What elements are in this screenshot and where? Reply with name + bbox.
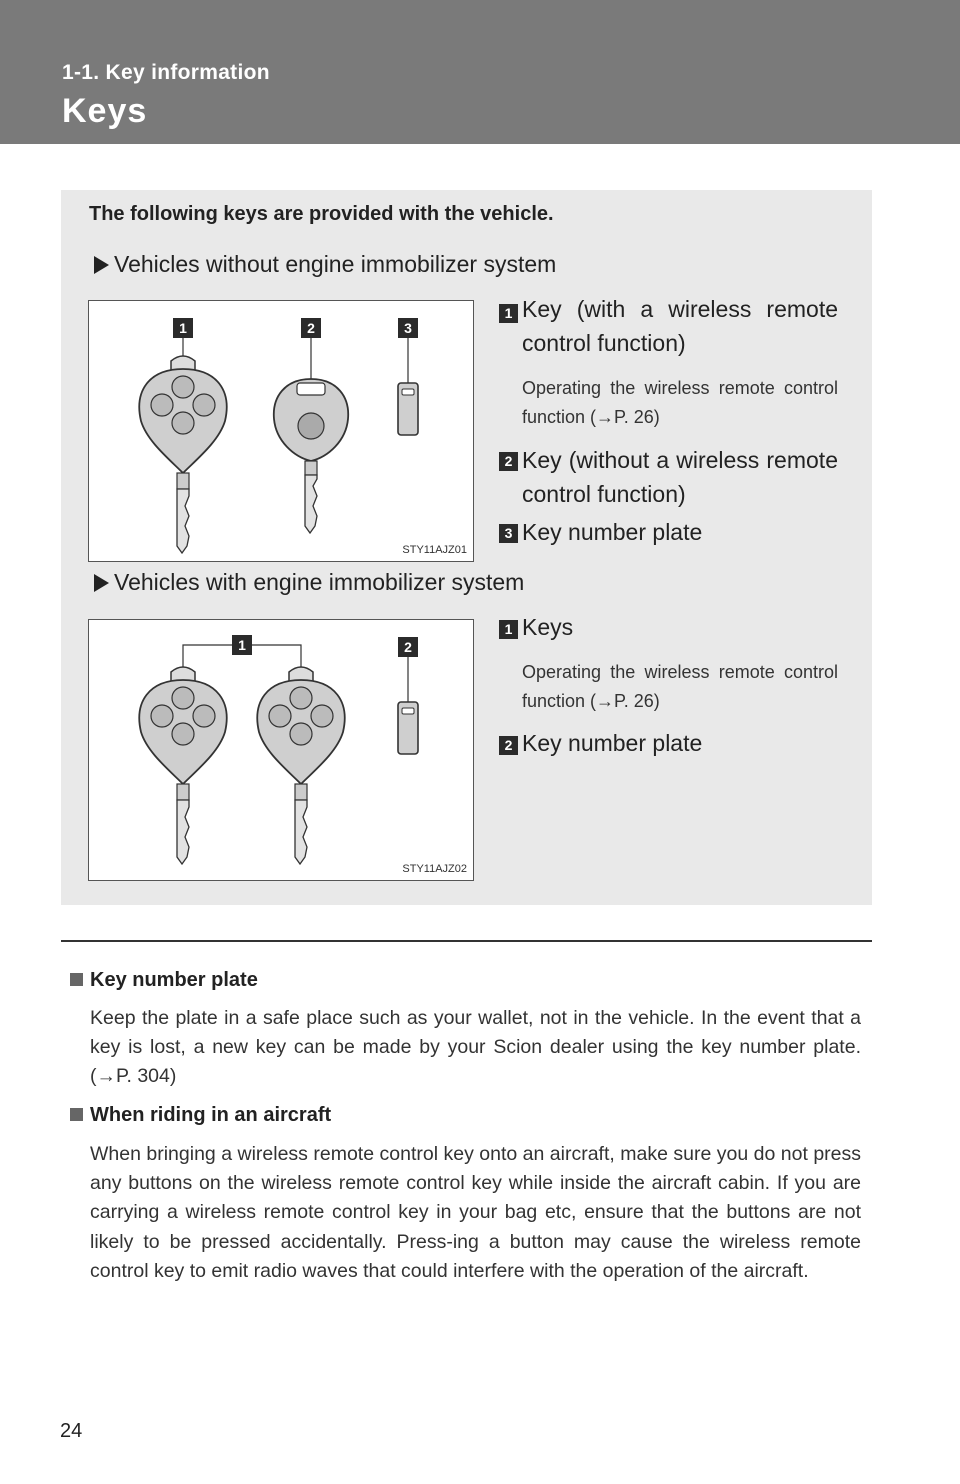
remote-key-icon (139, 667, 226, 864)
figure-keys-with-immobilizer (88, 619, 474, 881)
item-badge-1c: 3 (499, 524, 518, 543)
keys-illustration-1 (89, 301, 473, 561)
svg-text:3: 3 (404, 320, 412, 336)
triangle-bullet-icon (94, 256, 109, 274)
section-heading-key-plate (70, 969, 258, 992)
svg-text:1: 1 (238, 637, 246, 653)
svg-text:2: 2 (404, 639, 412, 655)
item-badge-2b: 2 (499, 736, 518, 755)
figure-keys-no-immobilizer (88, 300, 474, 562)
group1-heading-text: Vehicles without engine immobilizer system (114, 251, 557, 277)
figure-code-1: STY11AJZ01 (402, 544, 467, 556)
item-text-1c: Key number plate (522, 519, 703, 545)
triangle-bullet-icon (94, 574, 109, 592)
intro-text: The following keys are provided with the vehicle. (89, 203, 554, 225)
square-bullet-icon (70, 973, 83, 986)
group2-heading-text: Vehicles with engine immobilizer system (114, 569, 525, 595)
item-text-1b: Key (without a wireless remote control function) (522, 447, 838, 507)
page-number: 24 (60, 1420, 83, 1442)
remote-key-icon (257, 667, 344, 864)
square-bullet-icon (70, 1108, 83, 1121)
item-badge-1a: 1 (499, 304, 518, 323)
item-text-1a: Key (with a wireless remote control function) (522, 296, 838, 356)
group1-heading (94, 251, 556, 278)
svg-text:2: 2 (307, 320, 315, 336)
item-text-2b: Key number plate (522, 730, 703, 756)
header-band (0, 0, 960, 144)
keys-illustration-2 (89, 620, 473, 880)
item-badge-2a: 1 (499, 620, 518, 639)
section-heading-text: When riding in an aircraft (90, 1104, 332, 1126)
key-number-plate-icon (398, 383, 418, 435)
section-heading-aircraft (70, 1104, 331, 1127)
section-body-aircraft: When bringing a wireless remote control key onto an aircraft, make sure you do not press any buttons on the wireless remote control key while inside the aircraft cabin. If you are carrying a wireless remote control key in your bag etc, ensure that the buttons are not likely to be pressed accidentally. Press-ing a button may cause the wireless remote control key to emit radio waves that could interfere with the operation of the aircraft. (90, 1143, 861, 1282)
item-text-2a: Keys (522, 614, 574, 640)
figure-code-2: STY11AJZ02 (402, 863, 467, 875)
key-number-plate-icon (398, 702, 418, 754)
remote-key-icon (139, 356, 226, 553)
section-heading-text: Key number plate (90, 969, 258, 991)
note-text-2: Operating the wireless remote control function (→P. 26) (522, 662, 838, 711)
page-title: Keys (62, 92, 148, 130)
group2-heading (94, 569, 524, 596)
plain-key-icon (274, 379, 348, 533)
section-label: 1-1. Key information (62, 61, 270, 84)
section-body-key-plate: Keep the plate in a safe place such as your wallet, not in the vehicle. In the event that a key is lost, a new key can be made by your Scion dealer using the key number plate. (→P. 304) (90, 1007, 861, 1088)
section-divider (61, 940, 872, 942)
note-text-1: Operating the wireless remote control function (→P. 26) (522, 378, 838, 427)
item-badge-1b: 2 (499, 452, 518, 471)
svg-text:1: 1 (179, 320, 187, 336)
